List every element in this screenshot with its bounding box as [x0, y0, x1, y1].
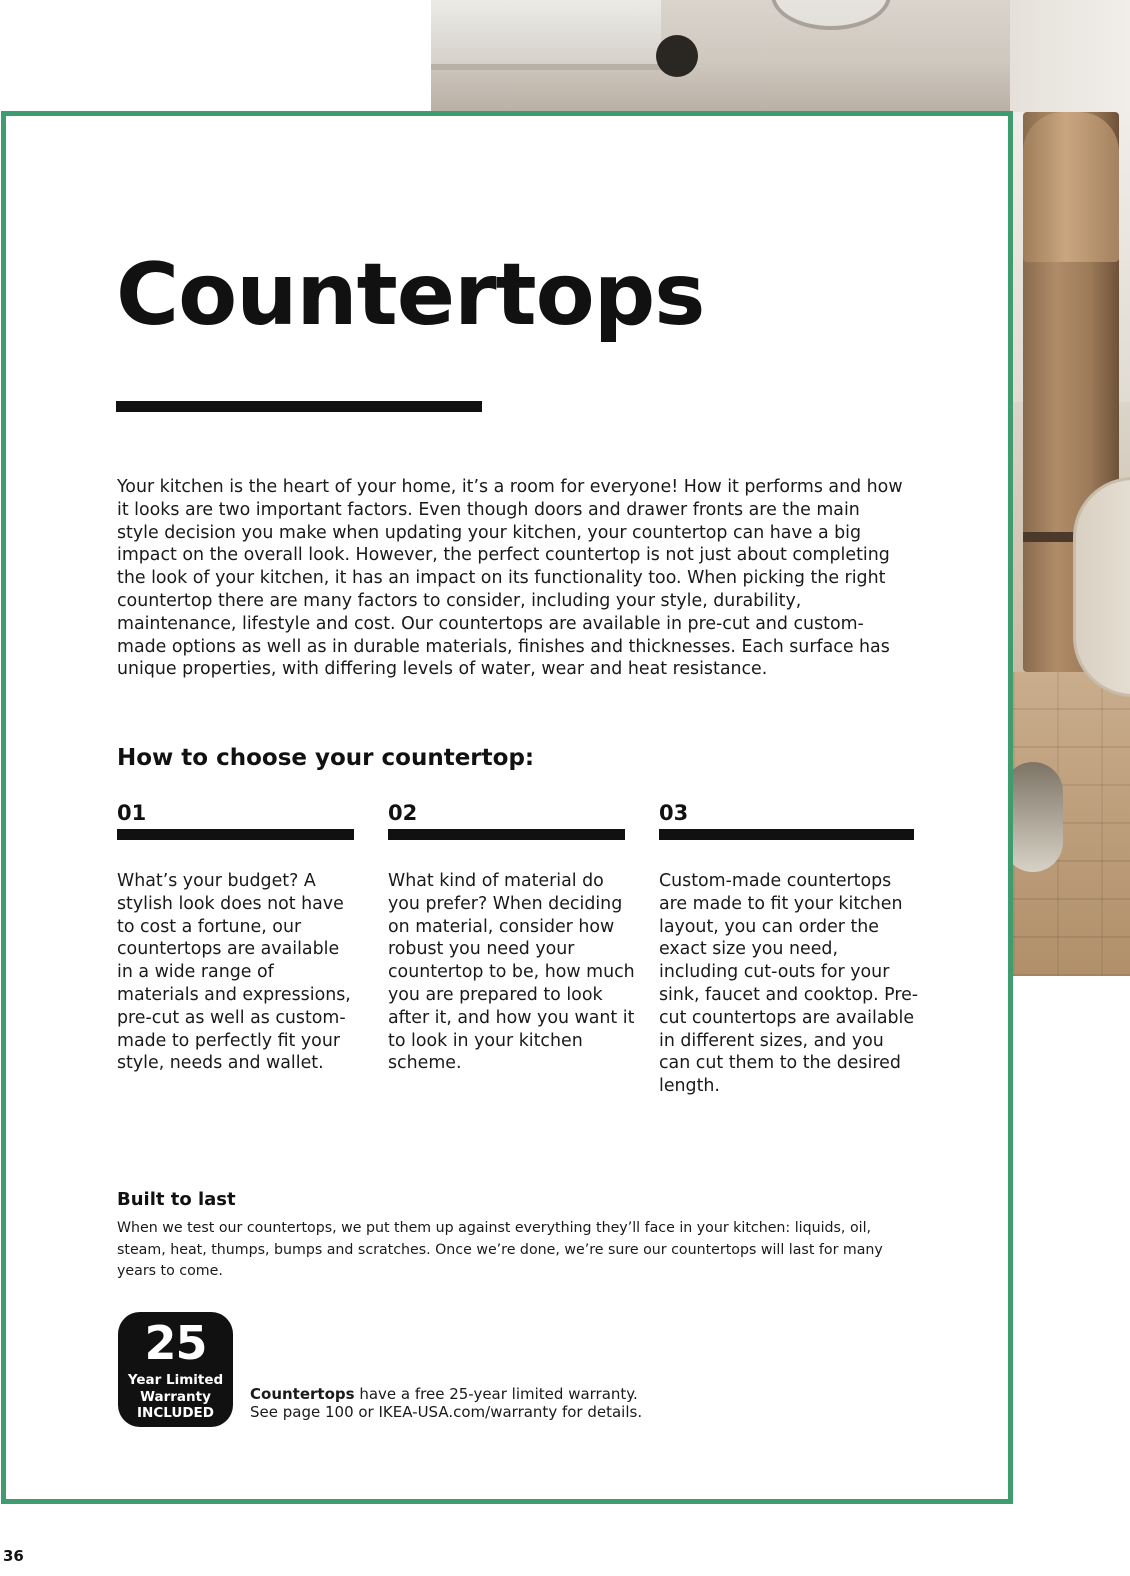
step-text: What kind of material do you prefer? When deciding on material, consider how robust you need your countertop to be, how much you are prepared to look after it, and how you want it to look in your kitchen scheme. [388, 871, 635, 1074]
wall [1010, 0, 1130, 112]
step-02 [388, 801, 635, 1074]
kitchen-photo-right [1013, 112, 1130, 976]
step-text: Custom-made countertops are made to fit your kitchen layout, you can order the exact size you need, including cut-outs for your sink, faucet and cooktop. Pre-cut countertops are available in different sizes, and you can cut them to the desired length. [659, 871, 919, 1097]
badge-years: 25 [144, 1316, 207, 1370]
step-text: What’s your budget? A stylish look does not have to cost a fortune, our countertops are available in a wide range of materials and expressions, pre-cut as well as custom-made to perfectly fit your style, needs and wallet. [117, 871, 351, 1074]
step-number: 01 [117, 801, 147, 825]
ceramic-bowl [1073, 477, 1130, 697]
warranty-note [250, 1385, 670, 1421]
built-to-last-text: When we test our countertops, we put them up against everything they’ll face in your kitchen: liquids, oil, steam, heat, thumps, bumps and scratches. Once we’re done, we’re sure our countertops will last for many years to come. [117, 1220, 883, 1279]
pepper-mill-top [1023, 112, 1119, 262]
warranty-text: have a free 25-year limited warranty. [354, 1385, 638, 1403]
section-heading: How to choose your countertop: [117, 745, 535, 771]
built-to-last-heading: Built to last [117, 1189, 236, 1210]
window-frame [431, 0, 661, 70]
title-underline [116, 401, 482, 412]
step-01 [117, 801, 351, 1074]
badge-line-3: INCLUDED [137, 1405, 214, 1421]
step-rule [659, 829, 914, 840]
intro-paragraph: Your kitchen is the heart of your home, it’s a room for everyone! How it performs and how it looks are two important factors. Even though doors and drawer fronts are the main style decision you make when updating your kitchen, your countertop can have a big impact on the overall look. However, the perfect countertop is not just about completing the look of your kitchen, it has an impact on its functionality too. When picking the right countertop there are many factors to consider, including your style, durability, maintenance, lifestyle and cost. Our countertops are available in pre-cut and custom-made options as well as in durable materials, finishes and thicknesses. Each surface has unique properties, with differing levels of water, wear and heat resistance. [117, 477, 903, 680]
badge-line-2: Warranty [140, 1388, 211, 1405]
warranty-product: Countertops [250, 1385, 355, 1403]
step-number: 02 [388, 801, 418, 825]
warranty-badge [118, 1312, 233, 1427]
glass-bowl [771, 0, 891, 30]
warranty-details: See page 100 or IKEA-USA.com/warranty for details. [250, 1403, 643, 1421]
badge-line-1: Year Limited [127, 1372, 224, 1388]
cabinet-knob [656, 35, 698, 77]
step-number: 03 [659, 801, 689, 825]
page-title: Countertops [116, 245, 705, 345]
mushroom [1013, 762, 1063, 872]
step-rule [117, 829, 354, 840]
step-03 [659, 801, 919, 1097]
step-rule [388, 829, 625, 840]
kitchen-photo-top [431, 0, 1130, 112]
page-number: 36 [3, 1547, 24, 1565]
